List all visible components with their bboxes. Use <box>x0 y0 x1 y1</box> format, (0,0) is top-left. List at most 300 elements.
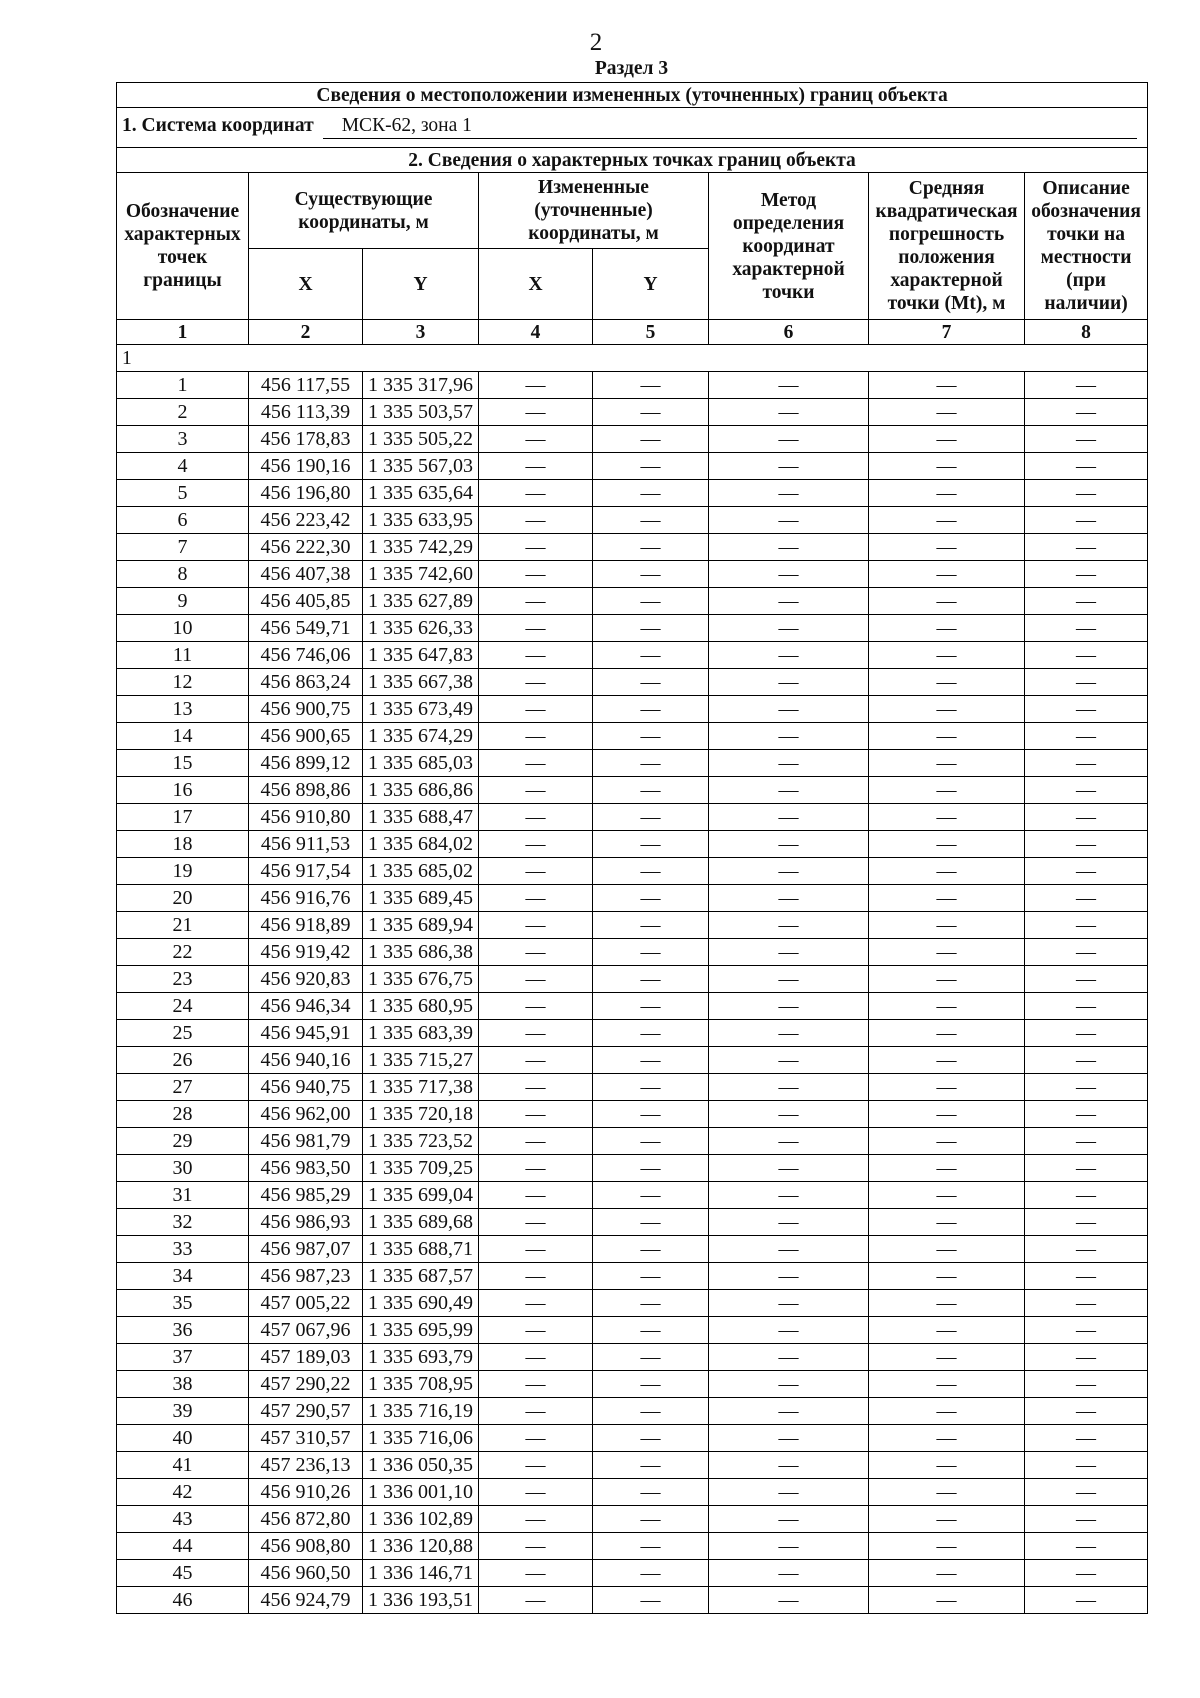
column-number: 7 <box>869 320 1025 345</box>
cell-existing-y: 1 335 626,33 <box>363 615 479 642</box>
cell-changed-x: — <box>479 723 593 750</box>
cell-changed-x: — <box>479 1182 593 1209</box>
contour-number: 1 <box>117 345 1148 372</box>
cell-existing-y: 1 336 146,71 <box>363 1560 479 1587</box>
cell-changed-y: — <box>593 1425 709 1452</box>
cell-existing-x: 457 236,13 <box>249 1452 363 1479</box>
cell-mt-error: — <box>869 1344 1025 1371</box>
cell-method: — <box>709 696 869 723</box>
cell-description: — <box>1025 507 1148 534</box>
cell-description: — <box>1025 723 1148 750</box>
cell-existing-x: 456 918,89 <box>249 912 363 939</box>
cell-changed-x: — <box>479 1047 593 1074</box>
cell-method: — <box>709 993 869 1020</box>
cell-existing-x: 456 981,79 <box>249 1128 363 1155</box>
cell-existing-x: 456 910,26 <box>249 1479 363 1506</box>
cell-method: — <box>709 615 869 642</box>
table-row <box>117 1587 1148 1614</box>
coordinate-system-label: 1. Система координат <box>122 115 314 136</box>
coordinate-system-row <box>117 108 1148 148</box>
cell-method: — <box>709 1128 869 1155</box>
cell-existing-x: 456 962,00 <box>249 1101 363 1128</box>
cell-changed-y: — <box>593 642 709 669</box>
cell-changed-x: — <box>479 399 593 426</box>
cell-changed-y: — <box>593 1209 709 1236</box>
cell-method: — <box>709 1425 869 1452</box>
cell-changed-x: — <box>479 1209 593 1236</box>
cell-description: — <box>1025 1317 1148 1344</box>
cell-method: — <box>709 1398 869 1425</box>
cell-changed-x: — <box>479 1425 593 1452</box>
table-row <box>117 1182 1148 1209</box>
cell-description: — <box>1025 1101 1148 1128</box>
cell-changed-y: — <box>593 1263 709 1290</box>
header-existing-coords: Существующие координаты, м <box>249 173 479 249</box>
cell-point-number: 14 <box>117 723 249 750</box>
cell-mt-error: — <box>869 1587 1025 1614</box>
table-row <box>117 1290 1148 1317</box>
cell-method: — <box>709 966 869 993</box>
cell-description: — <box>1025 1128 1148 1155</box>
cell-mt-error: — <box>869 1074 1025 1101</box>
cell-existing-x: 456 196,80 <box>249 480 363 507</box>
table-row <box>117 885 1148 912</box>
cell-existing-x: 456 916,76 <box>249 885 363 912</box>
cell-mt-error: — <box>869 1155 1025 1182</box>
cell-changed-y: — <box>593 534 709 561</box>
cell-method: — <box>709 1560 869 1587</box>
cell-point-number: 19 <box>117 858 249 885</box>
cell-existing-y: 1 335 715,27 <box>363 1047 479 1074</box>
cell-description: — <box>1025 426 1148 453</box>
table-row <box>117 1236 1148 1263</box>
cell-method: — <box>709 1047 869 1074</box>
column-number: 1 <box>117 320 249 345</box>
table-row <box>117 939 1148 966</box>
cell-method: — <box>709 642 869 669</box>
cell-point-number: 38 <box>117 1371 249 1398</box>
cell-existing-x: 456 899,12 <box>249 750 363 777</box>
cell-description: — <box>1025 966 1148 993</box>
header-mean-square-error: Средняя квадратическая погрешность положения характерной точки (Mt), м <box>869 173 1025 320</box>
table-row <box>117 1155 1148 1182</box>
cell-existing-y: 1 336 120,88 <box>363 1533 479 1560</box>
cell-changed-y: — <box>593 885 709 912</box>
cell-changed-x: — <box>479 1155 593 1182</box>
cell-changed-x: — <box>479 912 593 939</box>
cell-description: — <box>1025 588 1148 615</box>
cell-existing-x: 457 290,57 <box>249 1398 363 1425</box>
cell-description: — <box>1025 561 1148 588</box>
table-row <box>117 399 1148 426</box>
cell-point-number: 44 <box>117 1533 249 1560</box>
cell-changed-y: — <box>593 507 709 534</box>
cell-method: — <box>709 1479 869 1506</box>
table-row <box>117 480 1148 507</box>
cell-existing-x: 456 987,07 <box>249 1236 363 1263</box>
cell-description: — <box>1025 1209 1148 1236</box>
cell-description: — <box>1025 993 1148 1020</box>
cell-changed-x: — <box>479 966 593 993</box>
cell-description: — <box>1025 669 1148 696</box>
cell-changed-y: — <box>593 1317 709 1344</box>
cell-existing-y: 1 335 503,57 <box>363 399 479 426</box>
cell-mt-error: — <box>869 1209 1025 1236</box>
cell-description: — <box>1025 1587 1148 1614</box>
cell-method: — <box>709 1263 869 1290</box>
cell-existing-y: 1 335 685,02 <box>363 858 479 885</box>
cell-existing-x: 456 898,86 <box>249 777 363 804</box>
cell-description: — <box>1025 1290 1148 1317</box>
cell-mt-error: — <box>869 1290 1025 1317</box>
cell-existing-x: 456 945,91 <box>249 1020 363 1047</box>
cell-method: — <box>709 939 869 966</box>
cell-existing-x: 456 407,38 <box>249 561 363 588</box>
cell-changed-y: — <box>593 1344 709 1371</box>
table-row <box>117 561 1148 588</box>
cell-existing-x: 457 189,03 <box>249 1344 363 1371</box>
cell-point-number: 43 <box>117 1506 249 1533</box>
cell-point-number: 23 <box>117 966 249 993</box>
cell-changed-y: — <box>593 1155 709 1182</box>
cell-existing-y: 1 335 686,38 <box>363 939 479 966</box>
cell-method: — <box>709 561 869 588</box>
table-row <box>117 1047 1148 1074</box>
cell-mt-error: — <box>869 831 1025 858</box>
cell-mt-error: — <box>869 1128 1025 1155</box>
cell-mt-error: — <box>869 1506 1025 1533</box>
cell-existing-y: 1 335 647,83 <box>363 642 479 669</box>
header-description: Описание обозначения точки на местности (при наличии) <box>1025 173 1148 320</box>
coordinate-system-cell <box>117 108 1148 148</box>
cell-method: — <box>709 1101 869 1128</box>
cell-mt-error: — <box>869 669 1025 696</box>
cell-changed-y: — <box>593 750 709 777</box>
cell-mt-error: — <box>869 912 1025 939</box>
cell-existing-y: 1 335 635,64 <box>363 480 479 507</box>
cell-changed-x: — <box>479 372 593 399</box>
cell-mt-error: — <box>869 858 1025 885</box>
cell-changed-x: — <box>479 750 593 777</box>
cell-mt-error: — <box>869 1398 1025 1425</box>
cell-existing-x: 456 985,29 <box>249 1182 363 1209</box>
cell-description: — <box>1025 696 1148 723</box>
table-title-row <box>117 83 1148 108</box>
cell-existing-y: 1 336 102,89 <box>363 1506 479 1533</box>
cell-mt-error: — <box>869 1317 1025 1344</box>
cell-method: — <box>709 912 869 939</box>
cell-point-number: 25 <box>117 1020 249 1047</box>
cell-existing-x: 456 911,53 <box>249 831 363 858</box>
cell-existing-y: 1 335 676,75 <box>363 966 479 993</box>
section-title: Раздел 3 <box>594 58 669 79</box>
cell-changed-y: — <box>593 777 709 804</box>
cell-changed-y: — <box>593 1101 709 1128</box>
cell-point-number: 42 <box>117 1479 249 1506</box>
cell-mt-error: — <box>869 1101 1025 1128</box>
cell-changed-x: — <box>479 1074 593 1101</box>
cell-description: — <box>1025 1020 1148 1047</box>
cell-point-number: 5 <box>117 480 249 507</box>
cell-changed-y: — <box>593 858 709 885</box>
cell-existing-y: 1 335 687,57 <box>363 1263 479 1290</box>
cell-description: — <box>1025 1263 1148 1290</box>
cell-changed-x: — <box>479 777 593 804</box>
table-row <box>117 1398 1148 1425</box>
cell-point-number: 27 <box>117 1074 249 1101</box>
cell-method: — <box>709 1317 869 1344</box>
cell-description: — <box>1025 453 1148 480</box>
cell-existing-x: 456 117,55 <box>249 372 363 399</box>
cell-existing-y: 1 335 717,38 <box>363 1074 479 1101</box>
cell-point-number: 10 <box>117 615 249 642</box>
cell-point-number: 34 <box>117 1263 249 1290</box>
cell-existing-x: 456 223,42 <box>249 507 363 534</box>
cell-changed-x: — <box>479 453 593 480</box>
cell-description: — <box>1025 1047 1148 1074</box>
cell-method: — <box>709 1344 869 1371</box>
header-existing-y: Y <box>363 249 479 320</box>
cell-method: — <box>709 507 869 534</box>
cell-existing-x: 456 917,54 <box>249 858 363 885</box>
cell-changed-x: — <box>479 1479 593 1506</box>
cell-description: — <box>1025 480 1148 507</box>
cell-existing-y: 1 335 674,29 <box>363 723 479 750</box>
cell-existing-y: 1 335 627,89 <box>363 588 479 615</box>
cell-mt-error: — <box>869 1425 1025 1452</box>
cell-existing-y: 1 335 742,60 <box>363 561 479 588</box>
cell-changed-y: — <box>593 1587 709 1614</box>
cell-mt-error: — <box>869 750 1025 777</box>
cell-point-number: 17 <box>117 804 249 831</box>
header-method: Метод определения координат характерной точки <box>709 173 869 320</box>
cell-existing-x: 456 222,30 <box>249 534 363 561</box>
cell-description: — <box>1025 1398 1148 1425</box>
cell-changed-x: — <box>479 1371 593 1398</box>
cell-description: — <box>1025 1452 1148 1479</box>
table-row <box>117 1263 1148 1290</box>
cell-mt-error: — <box>869 1371 1025 1398</box>
cell-changed-x: — <box>479 1263 593 1290</box>
header-changed-coords: Измененные (уточненные) координаты, м <box>479 173 709 249</box>
cell-description: — <box>1025 372 1148 399</box>
cell-mt-error: — <box>869 1047 1025 1074</box>
table-row <box>117 777 1148 804</box>
cell-mt-error: — <box>869 1452 1025 1479</box>
cell-point-number: 32 <box>117 1209 249 1236</box>
cell-existing-x: 456 946,34 <box>249 993 363 1020</box>
table-row <box>117 372 1148 399</box>
cell-existing-y: 1 335 689,68 <box>363 1209 479 1236</box>
cell-point-number: 12 <box>117 669 249 696</box>
cell-point-number: 11 <box>117 642 249 669</box>
cell-method: — <box>709 480 869 507</box>
cell-description: — <box>1025 804 1148 831</box>
cell-method: — <box>709 372 869 399</box>
cell-changed-x: — <box>479 615 593 642</box>
cell-method: — <box>709 750 869 777</box>
cell-existing-y: 1 335 673,49 <box>363 696 479 723</box>
cell-changed-y: — <box>593 723 709 750</box>
table-row <box>117 1479 1148 1506</box>
cell-description: — <box>1025 1182 1148 1209</box>
cell-mt-error: — <box>869 966 1025 993</box>
table-row <box>117 858 1148 885</box>
cell-point-number: 2 <box>117 399 249 426</box>
cell-changed-x: — <box>479 1101 593 1128</box>
cell-point-number: 20 <box>117 885 249 912</box>
cell-existing-y: 1 335 689,94 <box>363 912 479 939</box>
cell-method: — <box>709 399 869 426</box>
cell-changed-x: — <box>479 858 593 885</box>
table-row <box>117 750 1148 777</box>
cell-description: — <box>1025 1533 1148 1560</box>
cell-existing-x: 456 872,80 <box>249 1506 363 1533</box>
cell-existing-y: 1 335 742,29 <box>363 534 479 561</box>
cell-changed-x: — <box>479 642 593 669</box>
cell-point-number: 33 <box>117 1236 249 1263</box>
column-number: 4 <box>479 320 593 345</box>
cell-changed-x: — <box>479 507 593 534</box>
cell-point-number: 35 <box>117 1290 249 1317</box>
cell-existing-x: 456 910,80 <box>249 804 363 831</box>
cell-existing-y: 1 335 716,19 <box>363 1398 479 1425</box>
cell-existing-y: 1 336 001,10 <box>363 1479 479 1506</box>
points-title-row <box>117 148 1148 173</box>
cell-method: — <box>709 426 869 453</box>
cell-mt-error: — <box>869 642 1025 669</box>
cell-point-number: 24 <box>117 993 249 1020</box>
column-number: 6 <box>709 320 869 345</box>
cell-point-number: 13 <box>117 696 249 723</box>
cell-point-number: 18 <box>117 831 249 858</box>
cell-changed-y: — <box>593 615 709 642</box>
cell-point-number: 1 <box>117 372 249 399</box>
cell-changed-y: — <box>593 480 709 507</box>
cell-changed-x: — <box>479 534 593 561</box>
cell-existing-y: 1 335 567,03 <box>363 453 479 480</box>
cell-description: — <box>1025 642 1148 669</box>
cell-mt-error: — <box>869 939 1025 966</box>
cell-changed-y: — <box>593 399 709 426</box>
table-row <box>117 669 1148 696</box>
table-row <box>117 1020 1148 1047</box>
cell-method: — <box>709 1236 869 1263</box>
cell-point-number: 16 <box>117 777 249 804</box>
table-row <box>117 1101 1148 1128</box>
cell-method: — <box>709 885 869 912</box>
cell-changed-x: — <box>479 1290 593 1317</box>
cell-mt-error: — <box>869 480 1025 507</box>
cell-changed-y: — <box>593 804 709 831</box>
cell-changed-y: — <box>593 372 709 399</box>
cell-mt-error: — <box>869 1533 1025 1560</box>
cell-changed-x: — <box>479 561 593 588</box>
cell-changed-x: — <box>479 1317 593 1344</box>
cell-method: — <box>709 534 869 561</box>
table-row <box>117 588 1148 615</box>
cell-changed-y: — <box>593 1020 709 1047</box>
cell-point-number: 28 <box>117 1101 249 1128</box>
cell-existing-x: 457 005,22 <box>249 1290 363 1317</box>
cell-method: — <box>709 1533 869 1560</box>
cell-method: — <box>709 1290 869 1317</box>
cell-point-number: 39 <box>117 1398 249 1425</box>
cell-description: — <box>1025 1371 1148 1398</box>
cell-changed-x: — <box>479 939 593 966</box>
cell-existing-y: 1 335 688,71 <box>363 1236 479 1263</box>
cell-existing-y: 1 335 680,95 <box>363 993 479 1020</box>
cell-existing-x: 456 549,71 <box>249 615 363 642</box>
cell-existing-x: 456 900,75 <box>249 696 363 723</box>
cell-existing-x: 456 190,16 <box>249 453 363 480</box>
cell-mt-error: — <box>869 885 1025 912</box>
table-row <box>117 453 1148 480</box>
cell-changed-y: — <box>593 1236 709 1263</box>
table-row <box>117 1371 1148 1398</box>
cell-changed-y: — <box>593 669 709 696</box>
cell-description: — <box>1025 1506 1148 1533</box>
cell-changed-x: — <box>479 1587 593 1614</box>
cell-changed-x: — <box>479 1398 593 1425</box>
table-row <box>117 1074 1148 1101</box>
cell-description: — <box>1025 858 1148 885</box>
cell-changed-y: — <box>593 1452 709 1479</box>
cell-existing-y: 1 335 685,03 <box>363 750 479 777</box>
cell-description: — <box>1025 777 1148 804</box>
cell-changed-x: — <box>479 669 593 696</box>
cell-existing-x: 456 924,79 <box>249 1587 363 1614</box>
table-row <box>117 1560 1148 1587</box>
cell-existing-y: 1 335 716,06 <box>363 1425 479 1452</box>
cell-existing-y: 1 335 689,45 <box>363 885 479 912</box>
cell-point-number: 15 <box>117 750 249 777</box>
cell-description: — <box>1025 1425 1148 1452</box>
cell-changed-y: — <box>593 453 709 480</box>
cell-method: — <box>709 453 869 480</box>
cell-changed-y: — <box>593 912 709 939</box>
cell-changed-x: — <box>479 1560 593 1587</box>
cell-changed-y: — <box>593 1398 709 1425</box>
cell-existing-y: 1 335 683,39 <box>363 1020 479 1047</box>
cell-changed-y: — <box>593 993 709 1020</box>
cell-point-number: 4 <box>117 453 249 480</box>
cell-changed-x: — <box>479 831 593 858</box>
cell-existing-x: 456 113,39 <box>249 399 363 426</box>
header-point-designation: Обозначение характерных точек границы <box>117 173 249 320</box>
cell-changed-x: — <box>479 1128 593 1155</box>
cell-existing-x: 456 919,42 <box>249 939 363 966</box>
coordinate-system-line <box>122 113 1147 139</box>
cell-mt-error: — <box>869 507 1025 534</box>
cell-point-number: 22 <box>117 939 249 966</box>
table-row <box>117 912 1148 939</box>
cell-existing-y: 1 335 695,99 <box>363 1317 479 1344</box>
cell-changed-y: — <box>593 1479 709 1506</box>
column-numbers-row <box>117 320 1148 345</box>
cell-description: — <box>1025 1236 1148 1263</box>
cell-point-number: 41 <box>117 1452 249 1479</box>
cell-description: — <box>1025 1074 1148 1101</box>
cell-mt-error: — <box>869 1479 1025 1506</box>
cell-existing-x: 456 900,65 <box>249 723 363 750</box>
table-row <box>117 696 1148 723</box>
table-title: Сведения о местоположении измененных (уточненных) границ объекта <box>117 83 1148 108</box>
table-header <box>117 83 1148 372</box>
cell-changed-y: — <box>593 696 709 723</box>
cell-changed-x: — <box>479 696 593 723</box>
cell-method: — <box>709 1452 869 1479</box>
